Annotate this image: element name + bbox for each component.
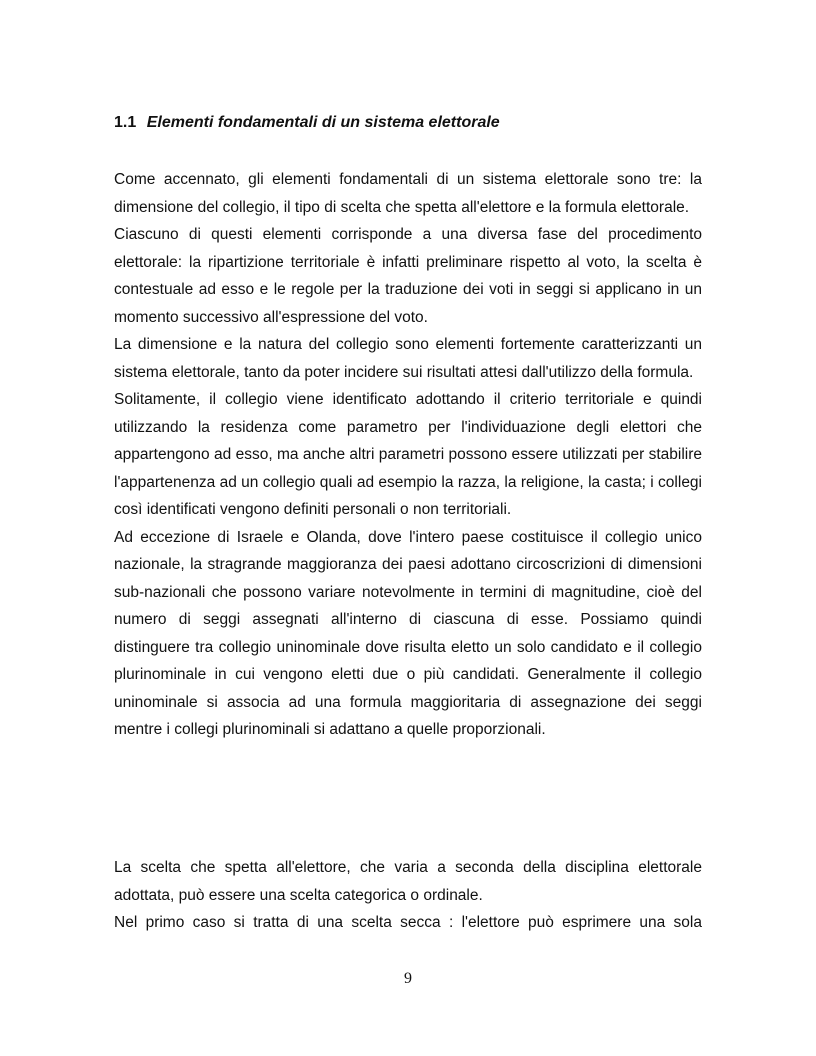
paragraph: Nel primo caso si tratta di una scelta secca : l'elettore può esprimere una sola (114, 914, 702, 931)
paragraph: Ciascuno di questi elementi corrisponde a una diversa fase del procedimento elettorale: la ripartizione territoriale è infatti preliminare rispetto al voto, la scelta è contestuale ad esso e le regole per la traduzione dei voti in seggi si applicano in un momento successivo all'espressione del voto. (114, 226, 702, 326)
section-number: 1.1 (114, 114, 137, 131)
section-heading (114, 114, 500, 132)
paragraph: La scelta che spetta all'elettore, che varia a seconda della disciplina elettorale adottata, può essere una scelta categorica o ordinale. (114, 859, 702, 904)
paragraph: Solitamente, il collegio viene identificato adottando il criterio territoriale e quindi utilizzando la residenza come parametro per l'individuazione degli elettori che appartengono ad esso, ma anche altri parametri possono essere utilizzati per stabilire l'appartenenza ad un collegio quali ad esempio la razza, la religione, la casta; i collegi così identificati vengono definiti personali o non territoriali. (114, 391, 702, 518)
paragraph: Come accennato, gli elementi fondamentali di un sistema elettorale sono tre: la dimensione del collegio, il tipo di scelta che spetta all'elettore e la formula elettorale. (114, 171, 702, 216)
page-number: 9 (404, 970, 412, 987)
paragraph: Ad eccezione di Israele e Olanda, dove l'intero paese costituisce il collegio unico nazionale, la stragrande maggioranza dei paesi adottano circoscrizioni di dimensioni sub-nazionali che possono variare notevolmente in termini di magnitudine, cioè del numero di seggi assegnati all'interno di ciascuna di esse. Possiamo quindi distinguere tra collegio uninominale dove risulta eletto un solo candidato e il collegio plurinominale in cui vengono eletti due o più candidati. Generalmente il collegio uninominale si associa ad una formula maggioritaria di assegnazione dei seggi mentre i collegi plurinominali si adattano a quelle proporzionali. (114, 528, 702, 738)
body-text-block-1 (114, 166, 702, 744)
paragraph: La dimensione e la natura del collegio sono elementi fortemente caratterizzanti un sistema elettorale, tanto da poter incidere sui risultati attesi dall'utilizzo della formula. (114, 336, 702, 381)
body-text-block-2 (114, 854, 702, 937)
section-title: Elementi fondamentali di un sistema elettorale (146, 114, 500, 131)
